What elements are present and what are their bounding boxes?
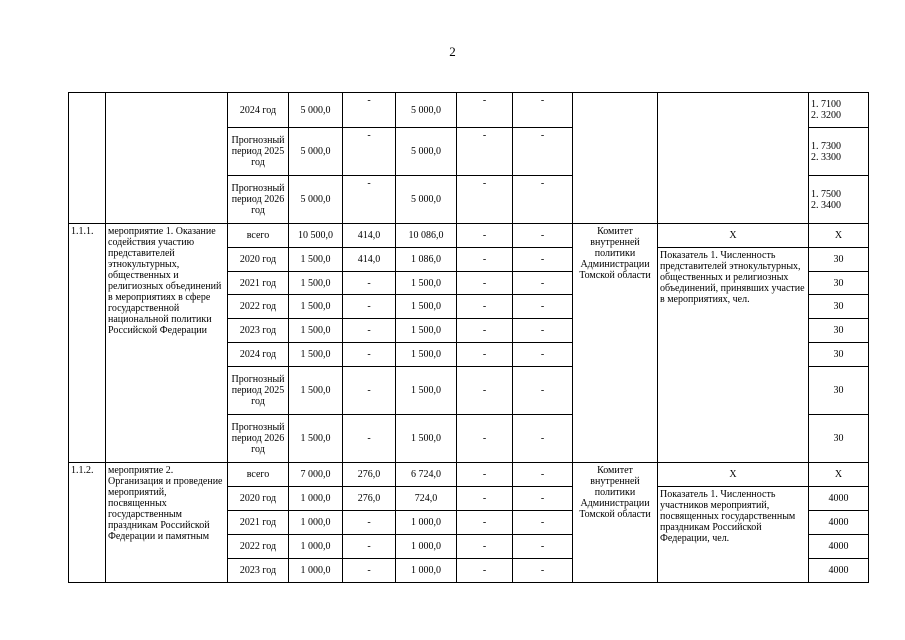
other-cell: -: [513, 463, 573, 487]
total-cell: 1 500,0: [289, 248, 343, 272]
value-cell: 4000: [809, 559, 869, 583]
federal-cell: 276,0: [343, 487, 396, 511]
value-line: 2. 3300: [811, 151, 841, 163]
period-cell: 2024 год: [228, 343, 289, 367]
total-cell: 1 500,0: [289, 319, 343, 343]
local-cell: -: [457, 319, 513, 343]
local-cell: -: [457, 272, 513, 295]
regional-cell: 5 000,0: [396, 176, 457, 224]
total-cell: 1 500,0: [289, 343, 343, 367]
local-cell: -: [457, 176, 513, 224]
period-cell: 2023 год: [228, 319, 289, 343]
value-cell: Х: [809, 224, 869, 248]
value-cell: 4000: [809, 487, 869, 511]
value-cell: 30: [809, 248, 869, 272]
period-cell: 2020 год: [228, 248, 289, 272]
period-cell: всего: [228, 463, 289, 487]
period-cell: Прогнозный период 2026 год: [228, 415, 289, 463]
name-cell: [106, 93, 228, 224]
other-cell: -: [513, 93, 573, 128]
value-cell: 4000: [809, 511, 869, 535]
value-cell: [809, 93, 869, 128]
other-cell: -: [513, 295, 573, 319]
local-cell: -: [457, 415, 513, 463]
period-cell: Прогнозный период 2025 год: [228, 128, 289, 176]
local-cell: -: [457, 128, 513, 176]
regional-cell: 10 086,0: [396, 224, 457, 248]
period-cell: всего: [228, 224, 289, 248]
period-cell: Прогнозный период 2025 год: [228, 367, 289, 415]
local-cell: -: [457, 343, 513, 367]
total-cell: 7 000,0: [289, 463, 343, 487]
other-cell: -: [513, 367, 573, 415]
other-cell: -: [513, 511, 573, 535]
other-cell: -: [513, 248, 573, 272]
local-cell: -: [457, 248, 513, 272]
federal-cell: -: [343, 511, 396, 535]
regional-cell: 1 000,0: [396, 511, 457, 535]
total-cell: 1 500,0: [289, 367, 343, 415]
federal-cell: -: [343, 535, 396, 559]
value-cell: 30: [809, 367, 869, 415]
period-cell: Прогнозный период 2026 год: [228, 176, 289, 224]
indicator-cell: [658, 93, 809, 224]
value-cell: [809, 128, 869, 176]
local-cell: -: [457, 93, 513, 128]
total-cell: 1 500,0: [289, 272, 343, 295]
regional-cell: 1 500,0: [396, 415, 457, 463]
total-cell: 5 000,0: [289, 128, 343, 176]
total-cell: 1 000,0: [289, 559, 343, 583]
table-row: [69, 463, 869, 487]
federal-cell: -: [343, 295, 396, 319]
regional-cell: 1 500,0: [396, 319, 457, 343]
other-cell: -: [513, 272, 573, 295]
name-cell: мероприятие 1. Оказание содействия участию представителей этнокультурных, общественных и религиозных объединений в мероприятиях в сфере государственной национальной политики Российской Федерации: [106, 224, 228, 463]
value-line: 2. 3200: [811, 110, 841, 121]
federal-cell: -: [343, 176, 396, 224]
num-cell: [69, 93, 106, 224]
local-cell: -: [457, 535, 513, 559]
table-row: [69, 224, 869, 248]
period-cell: 2023 год: [228, 559, 289, 583]
other-cell: -: [513, 415, 573, 463]
period-cell: 2024 год: [228, 93, 289, 128]
executor-cell: Комитет внутренней политики Администрации Томской области: [573, 463, 658, 583]
regional-cell: 6 724,0: [396, 463, 457, 487]
local-cell: -: [457, 463, 513, 487]
regional-cell: 1 500,0: [396, 367, 457, 415]
num-cell: 1.1.1.: [69, 224, 106, 463]
period-cell: 2022 год: [228, 295, 289, 319]
value-line: 1. 7100: [811, 99, 841, 110]
period-cell: 2021 год: [228, 511, 289, 535]
federal-cell: -: [343, 415, 396, 463]
federal-cell: -: [343, 319, 396, 343]
period-cell: 2020 год: [228, 487, 289, 511]
table-row: [69, 93, 869, 128]
federal-cell: -: [343, 559, 396, 583]
period-cell: 2022 год: [228, 535, 289, 559]
other-cell: -: [513, 176, 573, 224]
period-cell: 2021 год: [228, 272, 289, 295]
local-cell: -: [457, 511, 513, 535]
value-cell: 30: [809, 415, 869, 463]
value-cell: Х: [809, 463, 869, 487]
indicator-cell: Показатель 1. Численность участников мероприятий, посвященных государственным праздникам Российской Федерации, чел.: [658, 487, 809, 583]
total-cell: 1 000,0: [289, 511, 343, 535]
indicator-x-cell: Х: [658, 463, 809, 487]
regional-cell: 1 500,0: [396, 295, 457, 319]
federal-cell: -: [343, 343, 396, 367]
other-cell: -: [513, 319, 573, 343]
other-cell: -: [513, 343, 573, 367]
federal-cell: -: [343, 367, 396, 415]
regional-cell: 724,0: [396, 487, 457, 511]
total-cell: 5 000,0: [289, 176, 343, 224]
budget-table: [68, 92, 869, 583]
total-cell: 5 000,0: [289, 93, 343, 128]
federal-cell: 276,0: [343, 463, 396, 487]
regional-cell: 1 000,0: [396, 535, 457, 559]
num-cell: 1.1.2.: [69, 463, 106, 583]
total-cell: 1 000,0: [289, 535, 343, 559]
other-cell: -: [513, 559, 573, 583]
executor-cell: Комитет внутренней политики Администрации Томской области: [573, 224, 658, 463]
federal-cell: -: [343, 272, 396, 295]
federal-cell: 414,0: [343, 224, 396, 248]
total-cell: 10 500,0: [289, 224, 343, 248]
indicator-cell: Показатель 1. Численность представителей этнокультурных, общественных и религиозных объединений, принявших участие в мероприятиях, чел.: [658, 248, 809, 463]
value-cell: 4000: [809, 535, 869, 559]
value-line: 1. 7300: [811, 140, 841, 152]
value-line: 2. 3400: [811, 199, 841, 211]
other-cell: -: [513, 128, 573, 176]
local-cell: -: [457, 367, 513, 415]
regional-cell: 1 500,0: [396, 343, 457, 367]
page-number: 2: [449, 44, 456, 59]
local-cell: -: [457, 295, 513, 319]
total-cell: 1 500,0: [289, 295, 343, 319]
total-cell: 1 500,0: [289, 415, 343, 463]
other-cell: -: [513, 535, 573, 559]
federal-cell: 414,0: [343, 248, 396, 272]
name-cell: мероприятие 2. Организация и проведение мероприятий, посвященных государственным праздникам Российской Федерации и памятным: [106, 463, 228, 583]
local-cell: -: [457, 224, 513, 248]
local-cell: -: [457, 487, 513, 511]
regional-cell: 5 000,0: [396, 93, 457, 128]
regional-cell: 1 500,0: [396, 272, 457, 295]
value-cell: [809, 176, 869, 224]
value-cell: 30: [809, 295, 869, 319]
regional-cell: 1 086,0: [396, 248, 457, 272]
other-cell: -: [513, 487, 573, 511]
local-cell: -: [457, 559, 513, 583]
executor-cell: [573, 93, 658, 224]
federal-cell: -: [343, 93, 396, 128]
other-cell: -: [513, 224, 573, 248]
value-cell: 30: [809, 272, 869, 295]
value-cell: 30: [809, 343, 869, 367]
federal-cell: -: [343, 128, 396, 176]
regional-cell: 1 000,0: [396, 559, 457, 583]
regional-cell: 5 000,0: [396, 128, 457, 176]
total-cell: 1 000,0: [289, 487, 343, 511]
value-line: 1. 7500: [811, 188, 841, 200]
indicator-x-cell: Х: [658, 224, 809, 248]
value-cell: 30: [809, 319, 869, 343]
